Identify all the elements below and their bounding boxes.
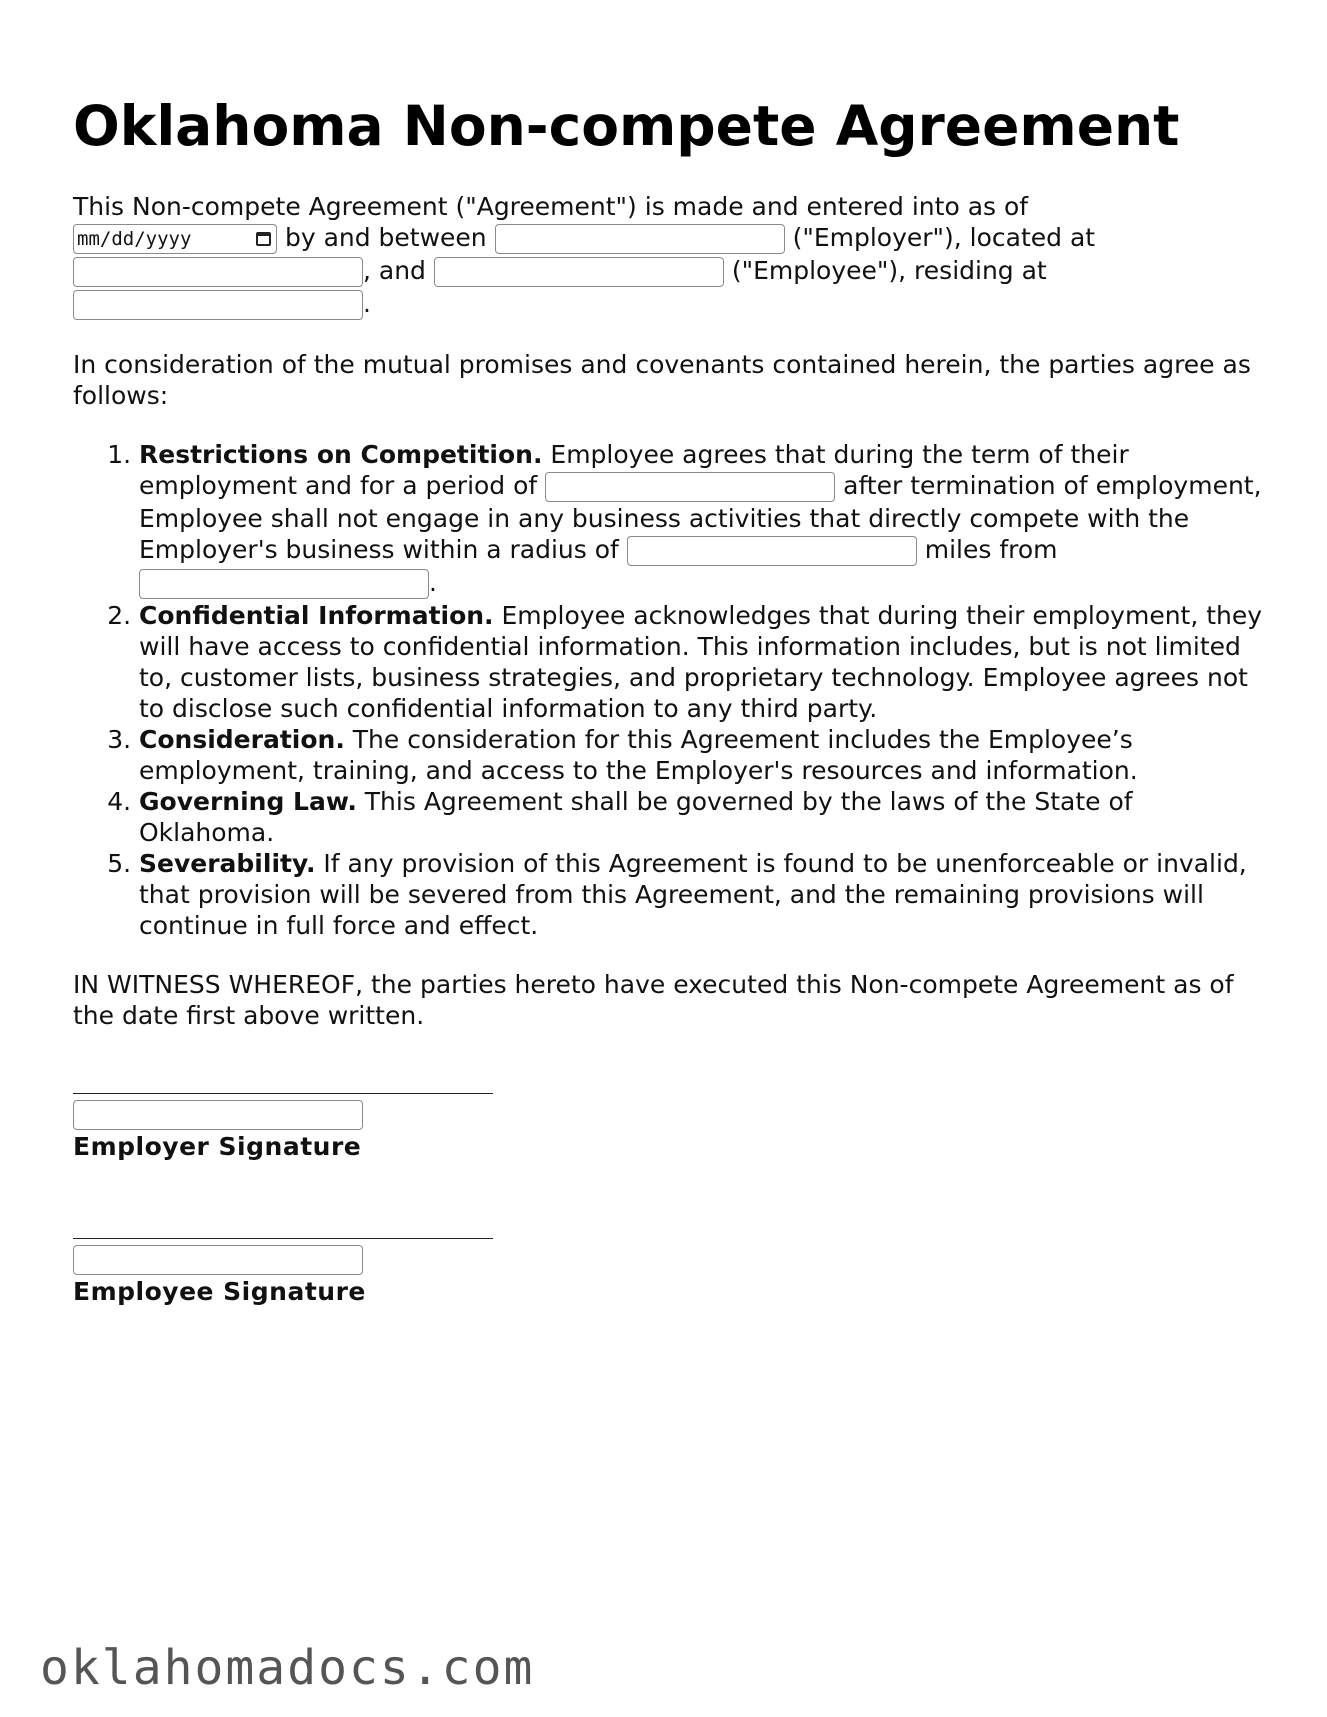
clause-text: Employee acknowledges that during their employment, they will have access to confidential information. This information includes, but is not limited to, customer lists, business strategies, and proprietary technology. Employee agrees not to disclose such confidential information to any third party. <box>139 601 1263 723</box>
clause-list <box>73 439 1263 941</box>
agreement-date-input[interactable] <box>73 224 277 254</box>
signature-line <box>73 1216 493 1239</box>
clause-heading: Restrictions on Competition. <box>139 440 543 469</box>
restriction-radius-field[interactable] <box>627 536 917 566</box>
restriction-location-field[interactable] <box>139 569 429 599</box>
witness-paragraph: IN WITNESS WHEREOF, the parties hereto have executed this Non-compete Agreement as of the date first above written. <box>73 970 1234 1030</box>
employee-address-field[interactable] <box>73 290 363 320</box>
intro-text-before-date: This Non-compete Agreement ("Agreement") is made and entered into as of <box>73 192 1029 221</box>
employee-name-field[interactable] <box>434 257 724 287</box>
employer-signature-field[interactable] <box>73 1100 363 1130</box>
intro-text-employer: ("Employer"), located at <box>792 223 1096 252</box>
page-title: Oklahoma Non-compete Agreement <box>73 94 1180 158</box>
clause-text: miles from <box>916 535 1058 564</box>
clause-heading: Severability. <box>139 849 316 878</box>
intro-text-end: . <box>363 289 371 318</box>
intro-text-employee: ("Employee"), residing at <box>731 256 1047 285</box>
document-page <box>73 0 1263 1361</box>
employer-signature-block <box>73 1071 1263 1162</box>
site-watermark: oklahomadocs.com <box>40 1640 535 1696</box>
clause-text: This Agreement shall be governed by the laws of the State of Oklahoma. <box>139 787 1133 847</box>
intro-text-by-between: by and between <box>284 223 487 252</box>
clause-restrictions <box>139 439 1263 600</box>
signature-line <box>73 1071 493 1094</box>
clause-governing-law <box>139 786 1263 848</box>
employee-signature-label: Employee Signature <box>73 1277 366 1306</box>
clause-text: The consideration for this Agreement includes the Employee’s employment, training, and access to the Employer's resources and information. <box>139 725 1138 785</box>
restriction-period-field[interactable] <box>545 472 835 502</box>
clause-heading: Confidential Information. <box>139 601 494 630</box>
employer-name-field[interactable] <box>495 224 785 254</box>
clause-heading: Governing Law. <box>139 787 357 816</box>
employee-signature-field[interactable] <box>73 1245 363 1275</box>
clause-confidential <box>139 600 1263 724</box>
calendar-icon[interactable] <box>256 232 271 246</box>
employer-address-field[interactable] <box>73 257 363 287</box>
clause-text: If any provision of this Agreement is found to be unenforceable or invalid, that provision will be severed from this Agreement, and the remaining provisions will continue in full force and effect. <box>139 849 1247 940</box>
clause-severability <box>139 848 1263 941</box>
clause-text: after termination of employment, Employee shall not engage in any business activities that directly compete with the Employer's business within a radius of <box>139 471 1262 564</box>
employee-signature-block <box>73 1216 1263 1307</box>
clause-text: Employee agrees that during the term of their employment and for a period of <box>139 440 1129 500</box>
intro-text-and: , and <box>363 256 426 285</box>
clause-heading: Consideration. <box>139 725 345 754</box>
consideration-intro: In consideration of the mutual promises and covenants contained herein, the parties agree as follows: <box>73 350 1251 410</box>
clause-text: . <box>429 568 437 597</box>
intro-paragraph <box>73 191 1263 321</box>
employer-signature-label: Employer Signature <box>73 1132 362 1161</box>
clause-consideration <box>139 724 1263 786</box>
date-placeholder: mm/dd/yyyy <box>77 227 192 250</box>
